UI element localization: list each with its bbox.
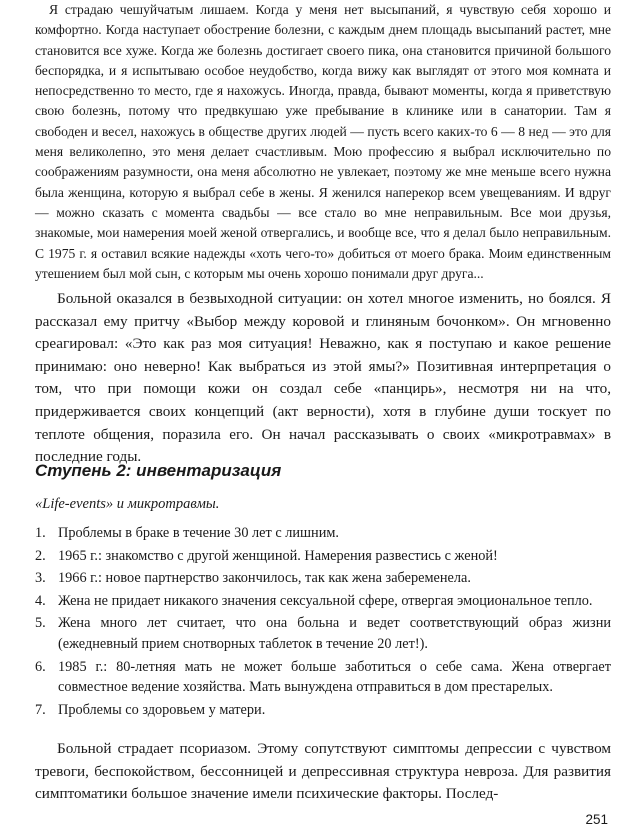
list-item <box>35 591 611 612</box>
list-item <box>35 546 611 567</box>
list-item-number: 4. <box>35 592 46 609</box>
list-item-text: 1965 г.: знакомство с другой женщиной. Намерения развестись с женой! <box>58 547 498 564</box>
list-item-number: 5. <box>35 615 46 632</box>
paragraph-patient-situation: Больной оказался в безвыходной ситуации: он хотел многое изменить, но боялся. Я рассказал ему притчу «Выбор между коровой и глиняным бочонком». Он мгновенно среагировал: «Это как раз моя ситуация! Неважно, как я поступаю и какое решение принимаю: оно неверно! Как выбраться из этой ямы?» Позитивная интерпретация о том, что при помощи кожи он создал себе «панцирь», несмотря ни на что, придерживается своих концепций (акт верности), хотя в глубине души тоскует по теплоте общения, поразила его. Он начал рассказывать о своих «микротравмах» в последние годы. <box>35 290 611 466</box>
life-events-list <box>35 523 611 722</box>
list-item-number: 7. <box>35 701 46 718</box>
section-heading: Ступень 2: инвентаризация <box>35 461 282 480</box>
list-item-text: Жена много лет считает, что она больна и ведет соответствующий образ жизни (ежедневный прием снотворных таблеток в течение 20 лет!). <box>58 615 611 652</box>
patient-quote: Я страдаю чешуйчатым лишаем. Когда у меня нет высыпаний, я чувствую себя хорошо и комфортно. Когда наступает обострение болезни, с каждым днем площадь высыпаний растет, мне становится все хуже. Когда же болезнь достигает своего пика, она становится причиной большого беспорядка, и я испытываю особое неудобство, когда вижу как выглядят от этого моя комната и непосредственно то место, где я нахожусь. Иногда, правда, бывают моменты, когда я приветствую свою болезнь, потому что предвкушаю уже пребывание в клинике или в санатории. Там я свободен и весел, нахожусь в обществе других людей — пусть всего каких-то 6 — 8 нед — это для меня великолепно, это меня делает счастливым. Мою профессию я выбрал исключительно по соображениям разумности, она меня абсолютно не увлекает, поэтому же мне меньше всего нужна была женщина, которую я выбрал себе в жены. Я женился наперекор всем увещеваниям. И вдруг — можно сказать с момента свадьбы — все стало во мне неправильным. Все мои друзья, знакомые, мои намерения моей женой отвергались, и вообще все, что я делал было неправильным. С 1975 г. я оставил всякие надежды «хоть чего-то» добиться от моего брака. Моим единственным утешением был мой сын, с которым мы очень хорошо понимали друг друга... <box>35 2 611 281</box>
list-item <box>35 700 611 721</box>
list-item-text: Жена не придает никакого значения сексуальной сфере, отвергая эмоциональное тепло. <box>58 592 593 609</box>
paragraph-diagnosis: Больной страдает псориазом. Этому сопутствуют симптомы депрессии с чувством тревоги, беспокойством, бессонницей и депрессивная структура невроза. Для развития симптоматики большое значение имели психические факторы. Послед- <box>35 740 611 803</box>
section-subheading: «Life-events» и микротравмы. <box>35 496 220 512</box>
list-item-number: 2. <box>35 547 46 564</box>
page-number: 251 <box>585 812 608 827</box>
list-item-number: 3. <box>35 570 46 587</box>
list-item-text: Проблемы со здоровьем у матери. <box>58 701 266 718</box>
list-item <box>35 568 611 589</box>
list-item-number: 1. <box>35 525 46 541</box>
list-item-text: Проблемы в браке в течение 30 лет с лишним. <box>58 525 339 541</box>
list-item <box>35 613 611 654</box>
list-item-text: 1966 г.: новое партнерство закончилось, так как жена забеременела. <box>58 570 471 587</box>
list-item-text: 1985 г.: 80-летняя мать не может больше заботиться о себе сама. Жена отвергает совместное ведение хозяйства. Мать вынуждена отправиться в дом престарелых. <box>58 658 611 696</box>
list-item <box>35 523 611 544</box>
list-item-number: 6. <box>35 658 46 675</box>
list-item <box>35 657 611 698</box>
